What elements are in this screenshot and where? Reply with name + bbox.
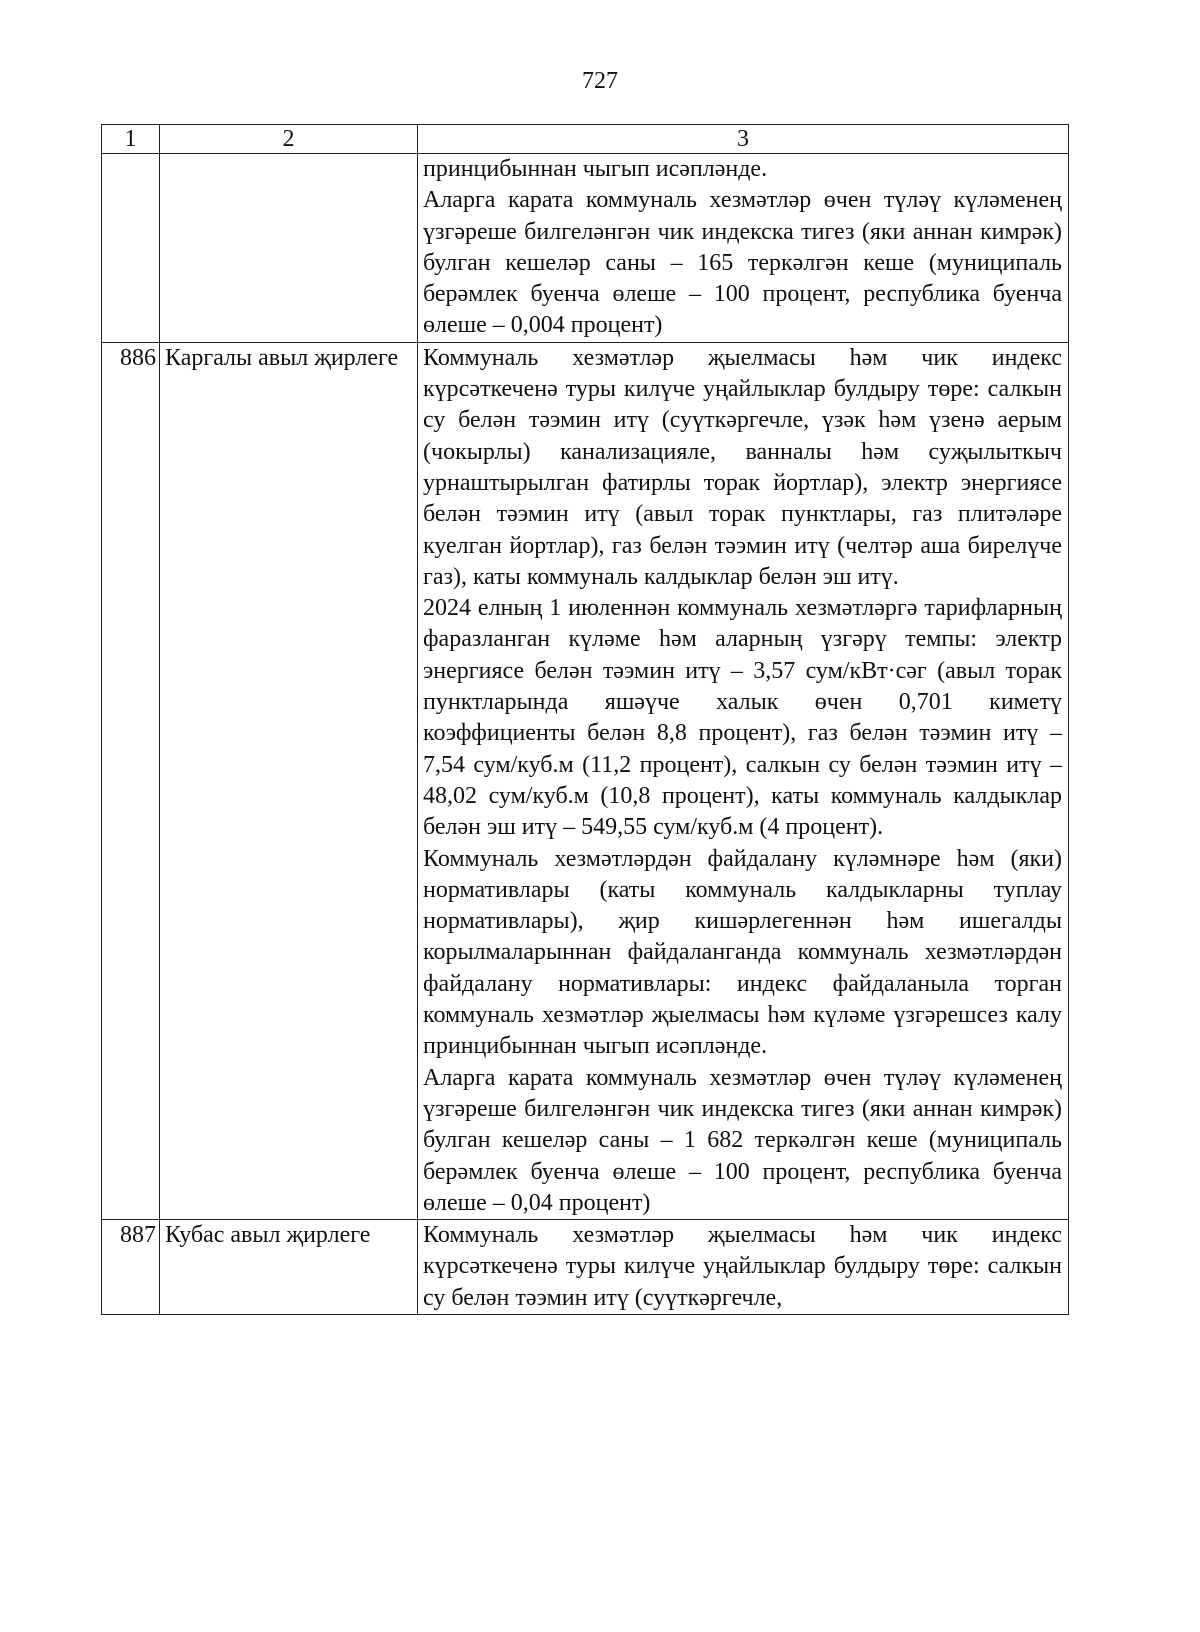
row-description (418, 154, 1069, 343)
column-header-3: 3 (418, 125, 1069, 154)
settlement-name: Каргалы авыл җирлеге (160, 342, 418, 1219)
row-description (418, 1220, 1069, 1315)
row-number: 886 (102, 342, 160, 1219)
table-header-row (102, 125, 1069, 154)
description-paragraph: 2024 елның 1 июленнән коммуналь хезмәтләргә тарифларның фаразланган күләме һәм аларның үзгәрү темпы: электр энергиясе белән тәэмин итү – 3,57 сум/кВт·сәг (авыл торак пунктларында яшәүче халык өчен 0,701 киметү коэффициенты белән 8,8 процент), газ белән тәэмин итү – 7,54 сум/куб.м (11,2 процент), салкын су белән тәэмин итү – 48,02 сум/куб.м (10,8 процент), каты коммуналь калдыклар белән эш итү – 549,55 сум/куб.м (4 процент). (423, 595, 1062, 841)
settlement-name: Кубас авыл җирлеге (160, 1220, 418, 1315)
table-row-887 (102, 1220, 1069, 1315)
description-paragraph: Коммуналь хезмәтләрдән файдалану күләмнәре һәм (яки) нормативлары (каты коммуналь калдыкларны туплау нормативлары), җир кишәрлегеннән һәм ишегалды корылмаларыннан файдаланганда коммуналь хезмәтләрдән файдалану нормативлары: индекс файдаланыла торган коммуналь хезмәтләр җыелмасы һәм күләме үзгәрешсез калу принцибыннан чыгып исәпләнде. (423, 845, 1062, 1060)
row-description (418, 342, 1069, 1219)
column-header-2: 2 (160, 125, 418, 154)
table-row-886 (102, 342, 1069, 1219)
document-table (101, 124, 1069, 1315)
settlement-name (160, 154, 418, 343)
row-number (102, 154, 160, 343)
table-row-continuation (102, 154, 1069, 343)
description-paragraph: Аларга карата коммуналь хезмәтләр өчен түләү күләменең үзгәреше билгеләнгән чик индекска тигез (яки аннан кимрәк) булган кешеләр саны – 1 682 теркәлгән кеше (муниципаль берәмлек буенча өлеше – 100 процент, республика буенча өлеше – 0,04 процент) (423, 1064, 1062, 1216)
description-paragraph: Коммуналь хезмәтләр җыелмасы һәм чик индекс күрсәткеченә туры килүче уңайлыклар булдыру төре: салкын су белән тәэмин итү (суүткәргечле, үзәк һәм үзенә аерым (чокырлы) канализацияле, ванналы һәм суҗылыткыч урнаштырылган фатирлы торак йортлар), электр энергиясе белән тәэмин итү (авыл торак пунктлары, газ плитәләре куелган йортлар), газ белән тәэмин итү (челтәр аша бирелүче газ), каты коммуналь калдыклар белән эш итү. (423, 344, 1062, 590)
page-number: 727 (582, 68, 618, 94)
column-header-1: 1 (102, 125, 160, 154)
row-number: 887 (102, 1220, 160, 1315)
description-paragraph: Коммуналь хезмәтләр җыелмасы һәм чик индекс күрсәткеченә туры килүче уңайлыклар булдыру төре: салкын су белән тәэмин итү (суүткәргечле, (423, 1222, 1062, 1311)
description-paragraph: Аларга карата коммуналь хезмәтләр өчен түләү күләменең үзгәреше билгеләнгән чик индекска тигез (яки аннан кимрәк) булган кешеләр саны – 165 теркәлгән кеше (муниципаль берәмлек буенча өлеше – 100 процент, республика буенча өлеше – 0,004 процент) (423, 187, 1062, 339)
description-paragraph: принцибыннан чыгып исәпләнде. (423, 156, 768, 182)
